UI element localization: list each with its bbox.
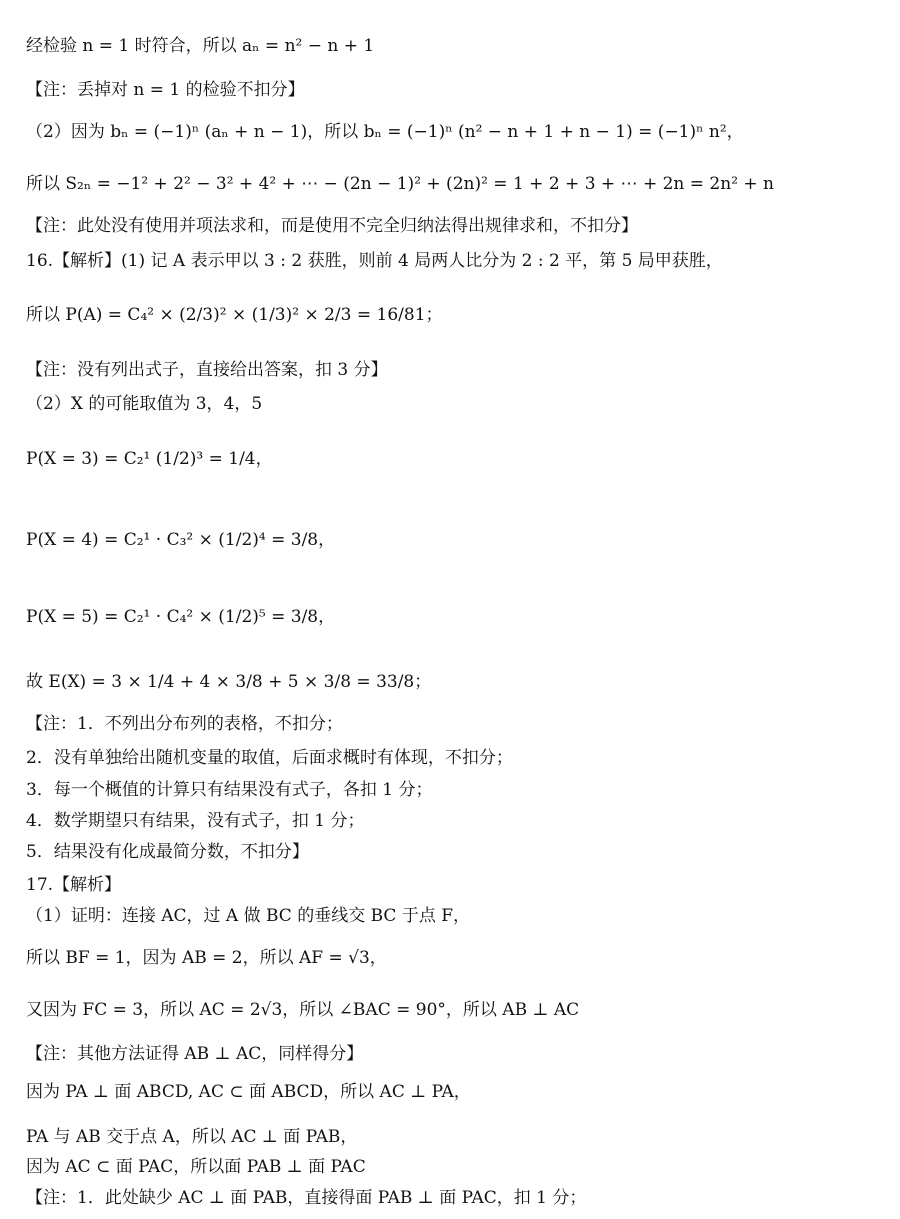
sum-line [26,172,774,196]
note-4-5 [26,840,309,864]
note-4-1 [26,712,343,736]
proof-line-2 [26,946,387,970]
q17-heading-text: 17.【解析】 [26,875,122,895]
note-4-3 [26,778,432,802]
x-values-line [26,392,262,416]
prob-a-text: 所以 P(A) = C₄² × (2/3)² × (1/3)² × 2/3 = 16/81； [26,305,443,325]
proof-line-1 [26,904,470,928]
expectation-text: 故 E(X) = 3 × 1/4 + 4 × 3/8 + 5 × 3/8 = 33/8； [26,672,432,692]
proof-line-4 [26,1080,471,1104]
note-4-3-text: 3．每一个概值的计算只有结果没有式子，各扣 1 分； [26,780,433,800]
note-4-4 [26,809,364,833]
line-1 [26,34,374,58]
part2-line [26,120,744,144]
note-4-2-text: 2．没有单独给出随机变量的取值，后面求概时有体现，不扣分； [26,748,513,768]
proof-line-5-text: PA 与 AB 交于点 A，所以 AC ⊥ 面 PAB， [26,1127,358,1147]
px3-line [26,447,273,471]
line-1-text: 经检验 n = 1 时符合，所以 aₙ = n² − n + 1 [26,36,375,56]
proof-line-1-text: （1）证明：连接 AC，过 A 做 BC 的垂线交 BC 于点 F， [26,906,471,926]
expectation-line [26,670,431,694]
note-2-text: 【注：此处没有使用并项法求和，而是使用不完全归纳法得出规律求和，不扣分】 [26,216,638,236]
note-1 [26,78,305,102]
proof-line-5 [26,1125,357,1149]
note-4-4-text: 4．数学期望只有结果，没有式子，扣 1 分； [26,811,365,831]
note-2 [26,214,638,238]
px3-text: P(X = 3) = C₂¹ (1/2)³ = 1/4， [26,449,273,469]
note-5 [26,1042,363,1066]
note-4-5-text: 5．结果没有化成最简分数，不扣分】 [26,842,309,862]
proof-line-3 [26,998,579,1022]
note-3 [26,358,388,382]
sum-line-text: 所以 S₂ₙ = −1² + 2² − 3² + 4² + ⋯ − (2n − 1)² + (2n)² = 1 + 2 + 3 + ⋯ + 2n = 2n² + n [26,174,775,194]
proof-line-4-text: 因为 PA ⊥ 面 ABCD, AC ⊂ 面 ABCD，所以 AC ⊥ PA， [26,1082,471,1102]
prob-a-line [26,303,443,327]
x-values-text: （2）X 的可能取值为 3，4，5 [26,394,263,414]
note-6-text: 【注：1．此处缺少 AC ⊥ 面 PAB，直接得面 PAB ⊥ 面 PAC，扣 1 分； [26,1188,587,1208]
px4-line [26,528,335,552]
note-3-text: 【注：没有列出式子，直接给出答案，扣 3 分】 [26,360,388,380]
q17-heading [26,873,121,897]
note-5-text: 【注：其他方法证得 AB ⊥ AC，同样得分】 [26,1044,364,1064]
note-4-1-text: 【注：1．不列出分布列的表格，不扣分； [26,714,343,734]
note-6 [26,1186,586,1210]
q16-heading [26,249,723,273]
px4-text: P(X = 4) = C₂¹ · C₃² × (1/2)⁴ = 3/8， [26,530,336,550]
proof-line-2-text: 所以 BF = 1，因为 AB = 2，所以 AF = √3， [26,948,387,968]
note-4-2 [26,746,513,770]
proof-line-6 [26,1155,366,1179]
note-1-text: 【注：丢掉对 n = 1 的检验不扣分】 [26,80,305,100]
part2-line-text: （2）因为 bₙ = (−1)ⁿ (aₙ + n − 1)，所以 bₙ = (−1)ⁿ (n² − n + 1 + n − 1) = (−1)ⁿ n²， [26,122,744,142]
proof-line-3-text: 又因为 FC = 3，所以 AC = 2√3，所以 ∠BAC = 90°，所以 AB ⊥ AC [26,1000,580,1020]
px5-line [26,605,335,629]
q16-heading-text: 16.【解析】(1) 记 A 表示甲以 3 : 2 获胜，则前 4 局两人比分为 2 : 2 平，第 5 局甲获胜， [26,251,723,271]
proof-line-6-text: 因为 AC ⊂ 面 PAC，所以面 PAB ⊥ 面 PAC [26,1157,366,1177]
px5-text: P(X = 5) = C₂¹ · C₄² × (1/2)⁵ = 3/8， [26,607,336,627]
